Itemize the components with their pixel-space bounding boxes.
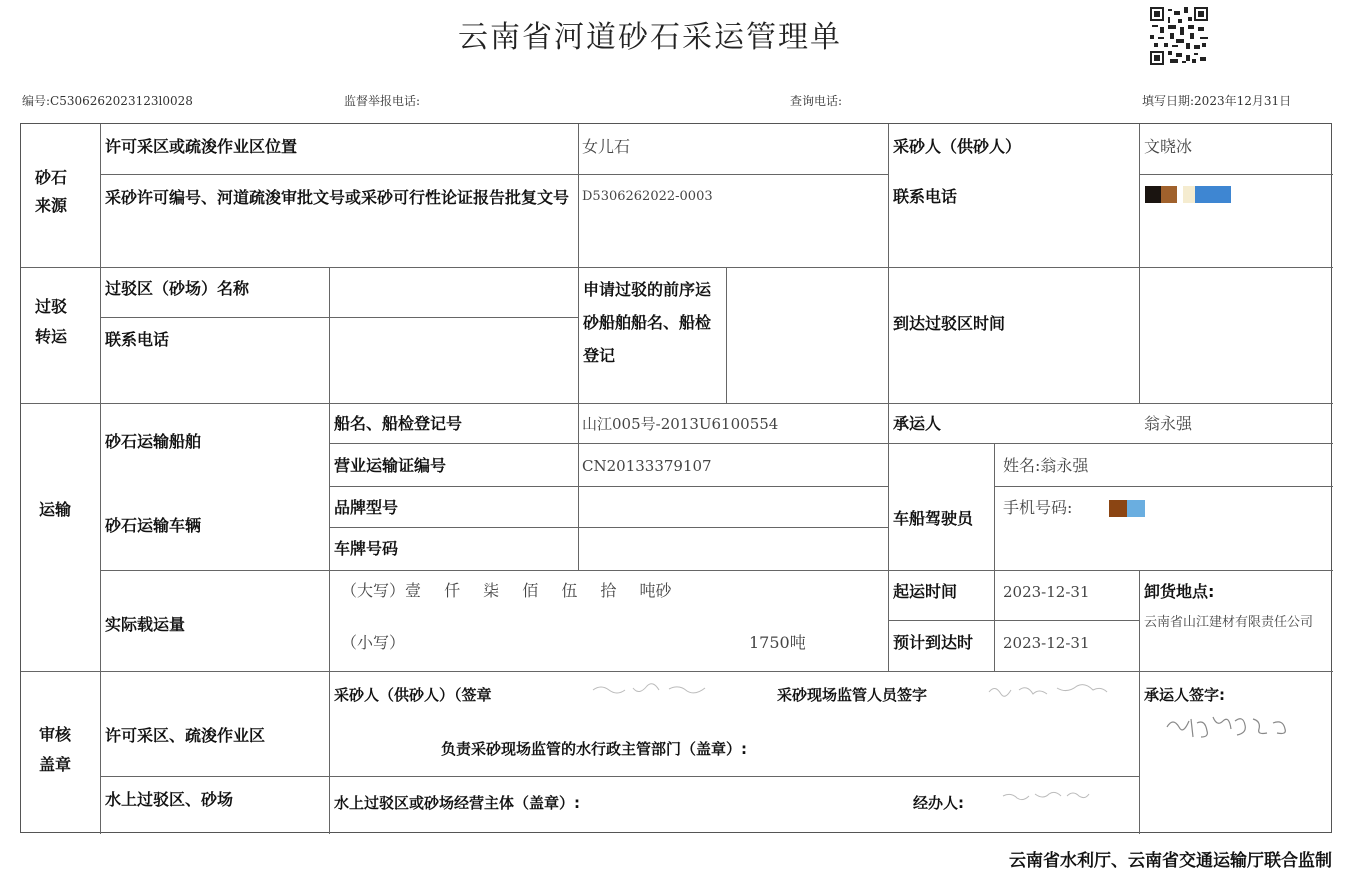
miner-signature	[587, 680, 737, 702]
load-label: 实际载运量	[105, 615, 186, 634]
permit-value: D5306262022-0003	[582, 189, 713, 204]
qr-code-icon	[1150, 7, 1208, 65]
dept-seal-label: 负责采砂现场监管的水行政主管部门（盖章）:	[441, 740, 748, 758]
carrier-sign-label: 承运人签字:	[1144, 686, 1225, 704]
query-phone: 查询电话:	[790, 94, 843, 108]
redacted-phone	[1145, 186, 1231, 207]
driver-phone-label: 手机号码:	[1003, 498, 1073, 517]
ship-name-label: 船名、船检登记号	[334, 414, 463, 433]
brand-label: 品牌型号	[334, 498, 399, 517]
depart-value: 2023-12-31	[1003, 583, 1090, 601]
ship-name-value: 山江005号-2013U6100554	[582, 415, 779, 433]
form-title: 云南省河道砂石采运管理单	[458, 20, 842, 55]
handler-label: 经办人:	[913, 794, 964, 812]
driver-name: 姓名:翁永强	[1003, 456, 1089, 475]
load-upper: （大写）壹 仟 柒 佰 伍 拾 吨砂	[341, 581, 672, 600]
section-transfer: 过驳 转运	[35, 297, 68, 346]
carrier-signature	[1161, 709, 1311, 745]
unload-value: 云南省山江建材有限责任公司	[1144, 615, 1314, 630]
yard-entity-label: 水上过驳区或砂场经营主体（盖章）:	[334, 794, 581, 812]
plate-label: 车牌号码	[334, 539, 399, 558]
footer-issuer: 云南省水利厅、云南省交通运输厅联合监制	[1009, 851, 1332, 871]
miner-label: 采砂人（供砂人）	[893, 137, 1022, 156]
section-source: 砂石 来源	[35, 168, 68, 215]
driver-label: 车船驾驶员	[893, 509, 974, 528]
area-value: 女儿石	[582, 137, 631, 156]
carrier-value: 翁永强	[1144, 414, 1193, 433]
supervise-phone: 监督举报电话:	[344, 94, 421, 108]
eta-label: 预计到达时	[893, 633, 974, 652]
ship-label: 砂石运输船舶	[105, 432, 202, 451]
depart-label: 起运时间	[893, 582, 958, 601]
miner-value: 文晓冰	[1144, 137, 1193, 156]
transfer-contact-label: 联系电话	[105, 330, 170, 349]
driver-phone-redacted	[1109, 500, 1145, 521]
permit-label: 采砂许可编号、河道疏浚审批文号或采砂可行性论证报告批复文号	[105, 188, 570, 207]
unload-label: 卸货地点:	[1144, 582, 1215, 601]
carrier-label: 承运人	[893, 414, 942, 433]
vehicle-label: 砂石运输车辆	[105, 516, 202, 535]
arrive-time-label: 到达过驳区时间	[893, 314, 1006, 333]
site-sign-label: 采砂现场监管人员签字	[777, 686, 928, 704]
audit-area-label: 许可采区、疏浚作业区	[105, 726, 266, 745]
fill-date: 填写日期:2023年12月31日	[1142, 94, 1292, 108]
audit-yard-label: 水上过驳区、砂场	[105, 790, 234, 809]
serial-number: 编号:C5306262023123l0028	[22, 94, 193, 108]
contact-label: 联系电话	[893, 187, 958, 206]
site-signature	[981, 680, 1131, 702]
eta-value: 2023-12-31	[1003, 634, 1090, 652]
prev-ship-label: 申请过驳的前序运砂船舶船名、船检登记	[583, 280, 712, 365]
license-value: CN20133379107	[582, 457, 712, 475]
load-lower-label: （小写）	[341, 633, 406, 652]
form-table	[20, 123, 1332, 833]
yard-name-label: 过驳区（砂场）名称	[105, 279, 250, 298]
handler-signature	[979, 784, 1119, 814]
miner-sign-label: 采砂人（供砂人）（签章	[334, 686, 492, 704]
area-label: 许可采区或疏浚作业区位置	[105, 137, 298, 156]
license-label: 营业运输证编号	[334, 456, 447, 475]
load-lower-value: 1750吨	[749, 633, 806, 652]
section-transport: 运输	[39, 500, 72, 519]
section-audit: 审核 盖章	[39, 725, 72, 774]
